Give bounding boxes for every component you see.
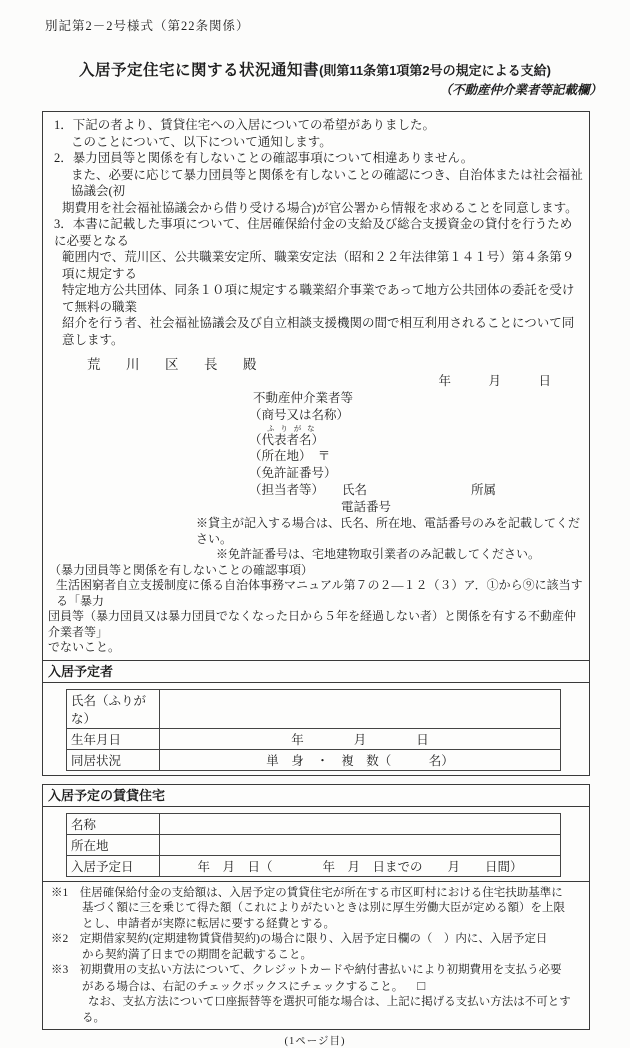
notice-line: 特定地方公共団体、同条１０項に規定する職業紹介事業であって地方公共団体の委託を受けて無料の職業: [62, 283, 575, 314]
table-row: [67, 689, 561, 728]
agent-address-label: （所在地） 〒: [249, 449, 331, 463]
table-row: [67, 728, 561, 749]
household-input-cell[interactable]: 単 身 ・ 複 数（ 名）: [160, 749, 561, 770]
movein-date-input-cell[interactable]: 年 月 日（ 年 月 日までの 月 日間）: [160, 855, 561, 876]
note-line: から契約満了日までの期間を記載すること。: [82, 948, 312, 961]
gang-check-line: 団員等（暴力団員又は暴力団員でなくなった日から５年を経過しない者）と関係を有する不動産仲介業者等」: [48, 609, 577, 639]
agent-representative-label: （代表者名）: [249, 433, 325, 447]
birthdate-input-cell[interactable]: 年 月 日: [160, 728, 561, 749]
note-line: とし、申請者が実際に転居に要する経費とする。: [82, 917, 335, 930]
note-line: ※3 初期費用の支払い方法について、クレジットカードや納付書払いにより初期費用を支払う必要: [51, 964, 562, 976]
note-line: [43, 979, 585, 996]
property-address-input-cell[interactable]: [160, 834, 561, 855]
addressee: 荒 川 区 長 殿: [87, 357, 263, 372]
agent-contact-line: [249, 482, 583, 499]
notice-line: 紹介を行う者、社会福祉協議会及び自立相談支援機関の間で相互利用されることについて同意します。: [62, 316, 575, 347]
agent-contact-label: （担当者等）: [249, 483, 325, 497]
agent-heading: 不動産仲介業者等: [253, 391, 354, 405]
note-line-text: がある場合は、右記のチェックボックスにチェックすること。: [82, 980, 404, 993]
title-text: 入居予定住宅に関する状況通知書: [79, 62, 320, 79]
gang-check-line: でないこと。: [48, 640, 121, 654]
page-footer: (1ページ目): [284, 1036, 346, 1047]
contact-name-label: 氏名: [342, 483, 368, 497]
title-subtitle: （不動産仲介業者等記載欄）: [439, 83, 602, 97]
note-line: ※2 定期借家契約(定期建物賃貸借契約)の場合に限り、入居予定日欄の（ ）内に、入居予定日: [51, 933, 548, 945]
notice-line: 範囲内で、荒川区、公共職業安定所、職業安定法（昭和２２年法律第１４１号）第４条第９項に規定する: [62, 250, 575, 281]
license-note: ※免許証番号は、宅地建物取引業者のみ記載してください。: [216, 547, 541, 561]
note-line: 基づく額に三を乗じて得た額（これによりがたいときは別に厚生労働大臣が定める額）を上限: [82, 902, 565, 914]
housing-section: [42, 784, 590, 882]
notice-box: [42, 111, 590, 661]
note-line: なお、支払方法について口座振替等を選択可能な場合は、上記に掲げる支払い方法は不可とす: [88, 996, 571, 1008]
gang-check-line: 生活困窮者自立支援制度に係る自治体事務マニュアル第７の２―１２（３）ア．①から⑨に該当する「暴力: [56, 578, 583, 608]
row-label: 氏名（ふりがな）: [67, 689, 160, 728]
notice-line: このことについて、以下について通知します。: [71, 134, 332, 149]
row-label: 名称: [67, 813, 160, 834]
date-line: 年 月 日: [438, 374, 551, 388]
notice-line: 3．本書に記載した事項について、住居確保給付金の支給及び総合支援資金の貸付を行うために必要となる: [54, 217, 573, 248]
title-annotation: (則第11条第1項第2号の規定による支給): [319, 63, 551, 78]
notice-line: また、必要に応じて暴力団員等と関係を有しないことの確認につき、自治体または社会福祉協議会(初: [71, 167, 583, 198]
agent-trade-name-label: （商号又は名称）: [249, 408, 350, 422]
phone-label: 電話番号: [341, 500, 392, 514]
table-row: [67, 813, 561, 834]
housing-section-header: 入居予定の賃貸住宅: [43, 785, 589, 807]
notice-line: 1．下記の者より、賃貸住宅への入居についての希望がありました。: [54, 118, 436, 132]
contact-department-label: 所属: [471, 483, 497, 497]
property-name-input-cell[interactable]: [160, 813, 561, 834]
table-row: [67, 749, 561, 770]
page-title: [0, 58, 630, 80]
resident-section: [42, 660, 590, 776]
name-input-cell[interactable]: [160, 689, 561, 728]
note-line: る。: [82, 1011, 105, 1024]
gang-check-heading: （暴力団員等と関係を有しないことの確認事項）: [49, 562, 314, 577]
lessor-note: ※貸主が記入する場合は、氏名、所在地、電話番号のみを記載してください。: [196, 516, 581, 546]
initial-cost-checkbox[interactable]: □: [417, 977, 426, 993]
form-reference: 別記第2－2号様式（第22条関係）: [45, 19, 250, 33]
housing-table: [66, 813, 561, 877]
row-label: 入居予定日: [67, 855, 160, 876]
table-row: [67, 855, 561, 876]
row-label: 生年月日: [67, 728, 160, 749]
resident-section-header: 入居予定者: [43, 661, 589, 683]
agent-signature-block: [249, 390, 583, 516]
notice-line: 2．暴力団員等と関係を有しないことの確認事項について相違ありません。: [54, 151, 474, 165]
table-row: [67, 834, 561, 855]
document-page: [0, 16, 630, 1048]
note-line: ※1 住居確保給付金の支給額は、入居予定の賃貸住宅が所在する市区町村における住宅扶助基準に: [51, 886, 563, 899]
notice-line: 期費用を社会福祉協議会から借り受ける場合)が官公署から情報を求めることを同意します。: [62, 200, 578, 215]
resident-table: [66, 689, 561, 771]
agent-license-label: （免許証番号）: [249, 466, 337, 480]
furigana-label: ふ り が な: [267, 424, 317, 433]
row-label: 所在地: [67, 834, 160, 855]
row-label: 同居状況: [67, 749, 160, 770]
